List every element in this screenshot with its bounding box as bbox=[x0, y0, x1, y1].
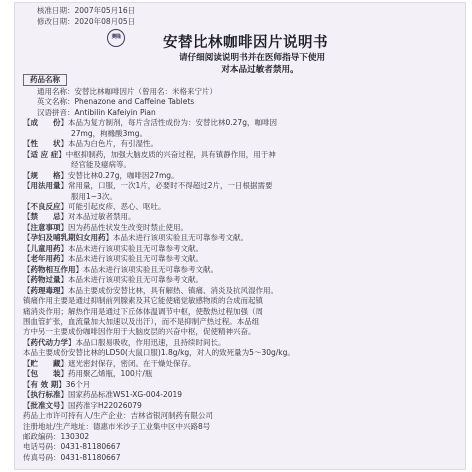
revised-date: 修改日期：2020年08月05日 bbox=[37, 17, 136, 26]
standard-text: 国家药品标准WS1-XG-004-2019 bbox=[68, 390, 183, 400]
indications-row: 【适 应 症】中枢抑制药，加强大脑皮质的兴奋过程，具有镇静作用，用于神 bbox=[23, 149, 276, 159]
pharmacology-label: 药理毒理 bbox=[30, 285, 61, 295]
properties-label: 性 状 bbox=[30, 139, 61, 149]
storage-label: 贮 藏 bbox=[30, 358, 61, 368]
interactions-text: 本品未进行该项实验且无可靠参考文献。 bbox=[83, 264, 218, 274]
interactions-label: 药物相互作用 bbox=[30, 264, 76, 274]
overdose-label: 药物过量 bbox=[30, 275, 61, 285]
warning-line-1: 请仔细阅读说明书并在医师指导下使用 bbox=[178, 53, 326, 63]
generic-name: 通用名称：安替比林咖啡因片（曾用名：米格来宁片） bbox=[37, 87, 217, 96]
pharmacology-text-3: 痛消炎作用；解热作用是通过下丘体体温调节中枢，使散热过程加强（周 bbox=[23, 306, 263, 316]
pharmacology-row: 【药理毒理】本品主要成份安替比林，具有解热、镇痛、消炎及抗风湿作用。 bbox=[23, 285, 278, 295]
overdose-text: 本品未进行该项实验且无可靠参考文献。 bbox=[68, 275, 203, 285]
holder-line: 药品上市许可持有人/生产企业：吉林省银河制药有限公司 bbox=[23, 411, 214, 421]
validity-row: 【有 效 期】36个月 bbox=[23, 379, 91, 389]
pharmacokinetics-label: 药代动力学 bbox=[30, 337, 68, 347]
composition-label: 成 份 bbox=[30, 118, 61, 128]
contra-text: 对本品过敏者禁用。 bbox=[68, 212, 136, 222]
pharmacokinetics-text-2: 本品主要成份安替比林的LD50(大鼠口服)1.8g/kg，对人的致死量为5～30g/kg。 bbox=[23, 348, 295, 358]
contra-row: 【禁 忌】对本品过敏者禁用。 bbox=[23, 212, 136, 222]
document-title: 安替比林咖啡因片说明书 bbox=[163, 35, 328, 51]
approval-text: 国药准字H22026079 bbox=[68, 400, 142, 410]
adverse-text: 可能引起皮疹、恶心、呕吐。 bbox=[68, 201, 166, 211]
company-logo bbox=[107, 29, 125, 47]
warning-line-2: 对本品过敏者禁用。 bbox=[221, 65, 299, 75]
specification-text: 安替比林0.27g，咖啡因27mg。 bbox=[68, 170, 179, 180]
elderly-label: 老年用药 bbox=[30, 254, 61, 264]
approval-row: 【批准文号】国药准字H22026079 bbox=[23, 400, 142, 410]
properties-text: 本品为白色片，有引湿性。 bbox=[68, 139, 158, 149]
indications-text-2: 经官能及癔病等。 bbox=[71, 160, 131, 170]
adverse-row: 【不良反应】可能引起皮疹、恶心、呕吐。 bbox=[23, 201, 166, 211]
interactions-row: 【药物相互作用】本品未进行该项实验且无可靠参考文献。 bbox=[23, 264, 218, 274]
dosage-text: 常用量，口服，一次1片，必要时不得超过2片，一日根据需要 bbox=[68, 181, 273, 191]
pharmacokinetics-text: 本品口服易吸收，作用迅速，且持续时间长。 bbox=[75, 337, 226, 347]
children-text: 本品未进行该项实验且无可靠参考文献。 bbox=[68, 243, 203, 253]
address-line: 注册地址/生产地址：德惠市米沙子工业集中区中兴路8号 bbox=[23, 421, 211, 431]
leaflet-page bbox=[14, 2, 466, 470]
dosage-text-2: 服用1~3次。 bbox=[71, 191, 117, 201]
standard-row: 【执行标准】国家药品标准WS1-XG-004-2019 bbox=[23, 390, 183, 400]
fax-line: 传真号码：0431-81180667 bbox=[23, 452, 121, 462]
pharmacology-text-2: 镇痛作用主要是通过抑制前列腺素及其它能使痛觉敏感物质的合成而起镇 bbox=[23, 296, 263, 306]
indications-label: 适 应 症 bbox=[30, 149, 59, 159]
pharmacology-text: 本品主要成份安替比林，具有解热、镇痛、消炎及抗风湿作用。 bbox=[68, 285, 278, 295]
pregnancy-text: 本品未进行该项实验且无可靠参考文献。 bbox=[113, 233, 248, 243]
leaflet-body bbox=[23, 73, 463, 463]
overdose-row: 【药物过量】本品未进行该项实验且无可靠参考文献。 bbox=[23, 275, 203, 285]
pharmacology-text-4: 围血管扩张，血流量加大加速以及出汗），而不是抑制产热过程。本品组 bbox=[23, 316, 260, 326]
elderly-text: 本品未进行该项实验且无可靠参考文献。 bbox=[68, 254, 203, 264]
pharmacokinetics-row: 【药代动力学】本品口服易吸收，作用迅速，且持续时间长。 bbox=[23, 337, 226, 347]
children-row: 【儿童用药】本品未进行该项实验且无可靠参考文献。 bbox=[23, 243, 203, 253]
package-label: 包 装 bbox=[30, 369, 61, 379]
pharmacology-text-5: 方中另一主要成份咖啡因作用于大脑皮层的兴奋中枢，促使精神兴奋。 bbox=[23, 327, 256, 337]
children-label: 儿童用药 bbox=[30, 243, 61, 253]
pregnancy-row: 【孕妇及哺乳期妇女用药】本品未进行该项实验且无可靠参考文献。 bbox=[23, 233, 248, 243]
indications-text: 中枢抑制药，加强大脑皮质的兴奋过程，具有镇静作用，用于神 bbox=[65, 149, 276, 159]
specification-label: 规 格 bbox=[30, 170, 61, 180]
composition-text: 本品为复方制剂，每片含活性成份为：安替比林0.27g，咖啡因 bbox=[68, 118, 277, 128]
approval-label: 批准文号 bbox=[30, 400, 61, 410]
logo-text: 赛隆 bbox=[111, 34, 121, 40]
approved-date: 核准日期：2007年05月16日 bbox=[37, 6, 136, 15]
date-block bbox=[37, 5, 135, 27]
validity-label: 有 效 期 bbox=[30, 379, 59, 389]
package-row: 【包 装】药用聚乙烯瓶，100片/瓶 bbox=[23, 369, 153, 379]
adverse-label: 不良反应 bbox=[30, 201, 61, 211]
composition-text-2: 27mg，枸橼酸3mg。 bbox=[71, 128, 147, 138]
properties-row: 【性 状】本品为白色片，有引湿性。 bbox=[23, 139, 158, 149]
english-name: 英文名称：Phenazone and Caffeine Tablets bbox=[37, 97, 195, 107]
composition-row: 【成 份】本品为复方制剂，每片含活性成份为：安替比林0.27g，咖啡因 bbox=[23, 118, 277, 128]
storage-row: 【贮 藏】遮光密封保存，密闭。在干燥处保存。 bbox=[23, 358, 196, 368]
precautions-label: 注意事项 bbox=[30, 222, 61, 232]
validity-text: 36个月 bbox=[65, 379, 91, 389]
storage-text: 遮光密封保存，密闭。在干燥处保存。 bbox=[68, 358, 196, 368]
phone-line: 电话号码：0431-81180667 bbox=[23, 442, 121, 452]
standard-label: 执行标准 bbox=[30, 390, 61, 400]
dosage-row: 【用法用量】常用量，口服，一次1片，必要时不得超过2片，一日根据需要 bbox=[23, 181, 273, 191]
pregnancy-label: 孕妇及哺乳期妇女用药 bbox=[30, 233, 106, 243]
postcode-line: 邮政编码：130302 bbox=[23, 431, 90, 441]
dosage-label: 用法用量 bbox=[30, 181, 61, 191]
precautions-text: 因为药品性状发生改变时禁止使用。 bbox=[68, 222, 188, 232]
drug-name-header: 药品名称 bbox=[23, 74, 67, 86]
contra-label: 禁 忌 bbox=[30, 212, 61, 222]
package-text: 药用聚乙烯瓶，100片/瓶 bbox=[68, 369, 153, 379]
precautions-row: 【注意事项】因为药品性状发生改变时禁止使用。 bbox=[23, 222, 188, 232]
elderly-row: 【老年用药】本品未进行该项实验且无可靠参考文献。 bbox=[23, 254, 203, 264]
specification-row: 【规 格】安替比林0.27g，咖啡因27mg。 bbox=[23, 170, 179, 180]
pinyin-name: 汉语拼音：Antibilin Kafeiyin Pian bbox=[37, 107, 156, 117]
